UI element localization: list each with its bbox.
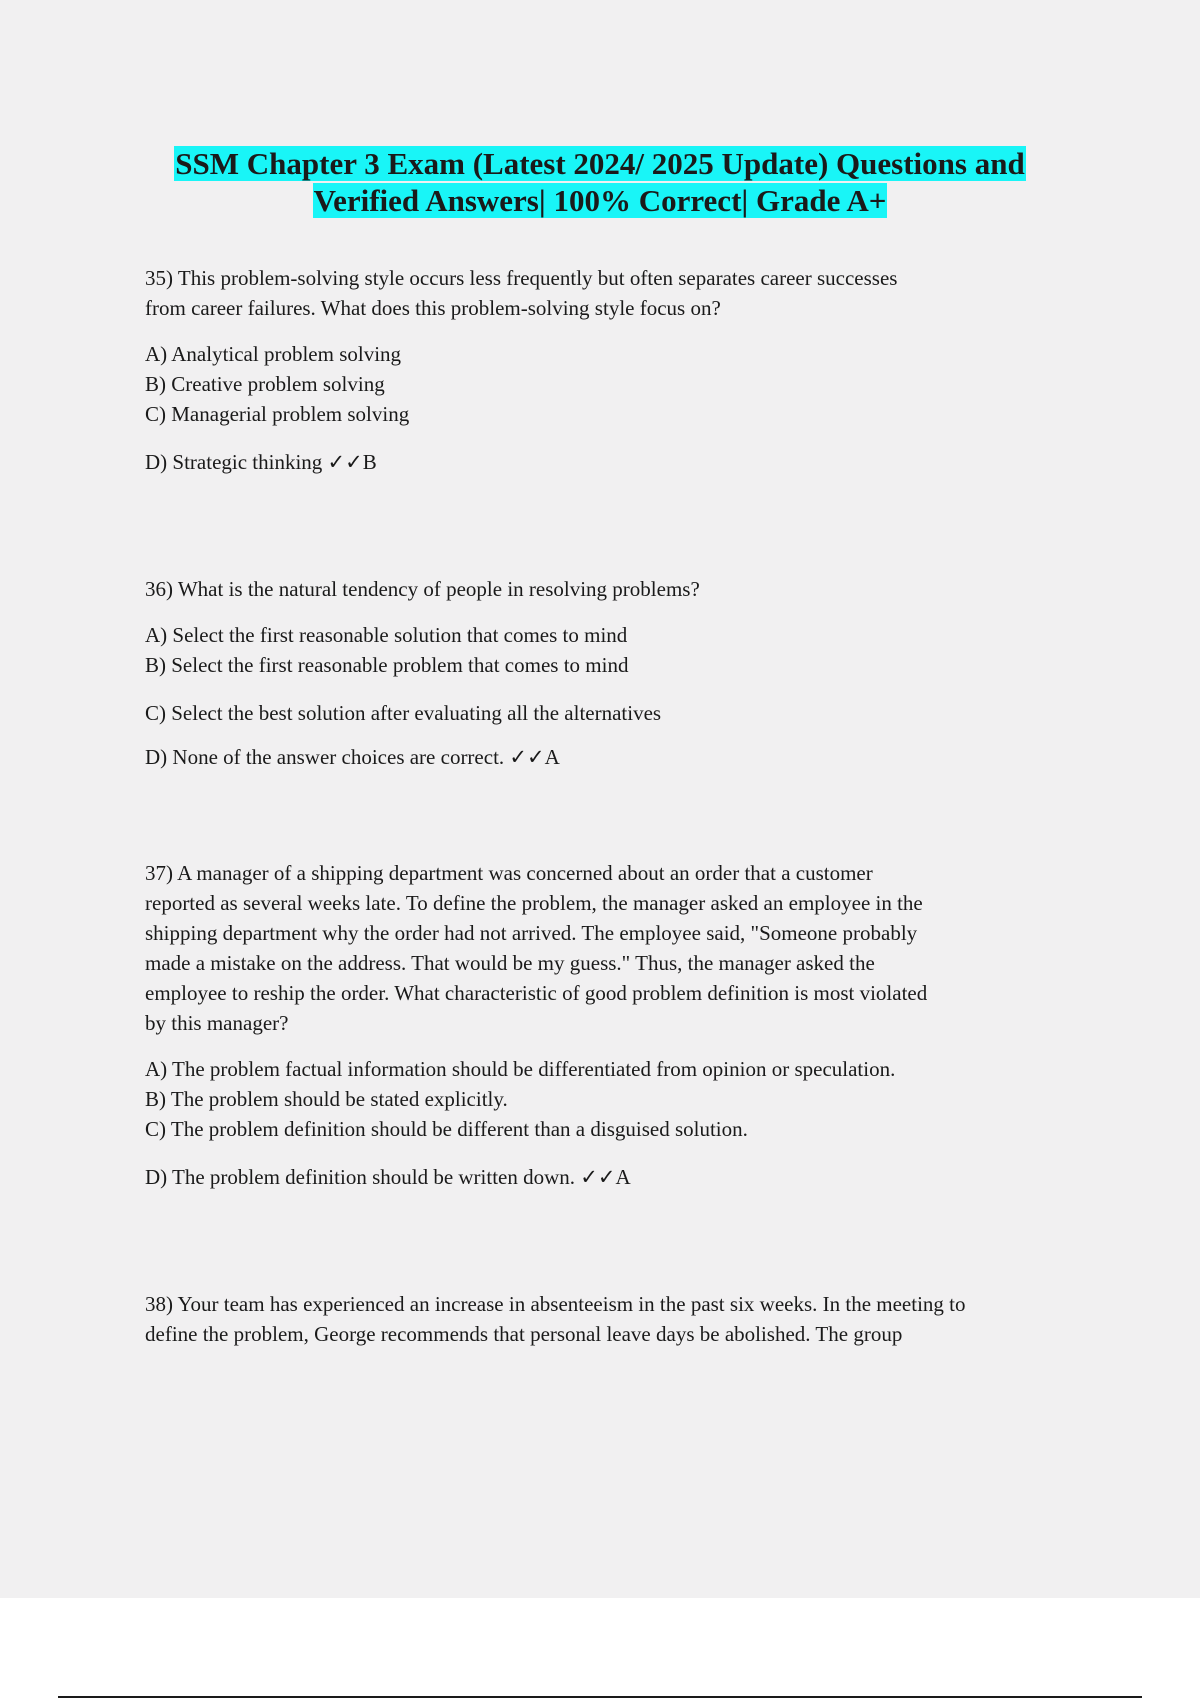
document-title bbox=[0, 145, 1200, 219]
answer-option-a: A) The problem factual information should be differentiated from opinion or speculation. bbox=[145, 1057, 896, 1081]
title-line-1: SSM Chapter 3 Exam (Latest 2024/ 2025 Update) Questions and bbox=[175, 146, 1025, 181]
question-35 bbox=[145, 263, 1065, 477]
question-text-line: 35) This problem-solving style occurs less frequently but often separates career successes bbox=[145, 266, 898, 290]
question-38 bbox=[145, 1289, 1065, 1349]
question-text-line: 36) What is the natural tendency of people in resolving problems? bbox=[145, 577, 700, 601]
answer-option-c: C) Select the best solution after evaluating all the alternatives bbox=[145, 701, 662, 725]
page-divider bbox=[58, 1696, 1142, 1698]
answer-option-d: D) Strategic thinking ✓✓B bbox=[145, 450, 377, 474]
answer-option-d: D) The problem definition should be written down. ✓✓A bbox=[145, 1165, 631, 1189]
answer-option-b: B) The problem should be stated explicitly. bbox=[145, 1087, 508, 1111]
answer-option-a: A) Analytical problem solving bbox=[145, 342, 402, 366]
question-37 bbox=[145, 858, 1065, 1192]
answer-option-a: A) Select the first reasonable solution that comes to mind bbox=[145, 623, 628, 647]
question-text-line: shipping department why the order had not arrived. The employee said, "Someone probably bbox=[145, 921, 918, 945]
answer-option-c: C) The problem definition should be different than a disguised solution. bbox=[145, 1117, 748, 1141]
answer-option-c: C) Managerial problem solving bbox=[145, 402, 410, 426]
question-text-line: from career failures. What does this problem-solving style focus on? bbox=[145, 296, 721, 320]
answer-option-d: D) None of the answer choices are correct. ✓✓A bbox=[145, 745, 560, 769]
question-text-line: reported as several weeks late. To define the problem, the manager asked an employee in the bbox=[145, 891, 923, 915]
question-text-line: by this manager? bbox=[145, 1011, 289, 1035]
question-text-line: 37) A manager of a shipping department was concerned about an order that a customer bbox=[145, 861, 873, 885]
question-text-line: define the problem, George recommends that personal leave days be abolished. The group bbox=[145, 1322, 903, 1346]
title-line-2: Verified Answers| 100% Correct| Grade A+ bbox=[313, 183, 887, 218]
answer-option-b: B) Creative problem solving bbox=[145, 372, 385, 396]
question-text-line: employee to reship the order. What characteristic of good problem definition is most violated bbox=[145, 981, 928, 1005]
question-text-line: 38) Your team has experienced an increase in absenteeism in the past six weeks. In the meeting to bbox=[145, 1292, 966, 1316]
answer-option-b: B) Select the first reasonable problem that comes to mind bbox=[145, 653, 629, 677]
question-text-line: made a mistake on the address. That would be my guess." Thus, the manager asked the bbox=[145, 951, 875, 975]
question-36 bbox=[145, 574, 1065, 772]
